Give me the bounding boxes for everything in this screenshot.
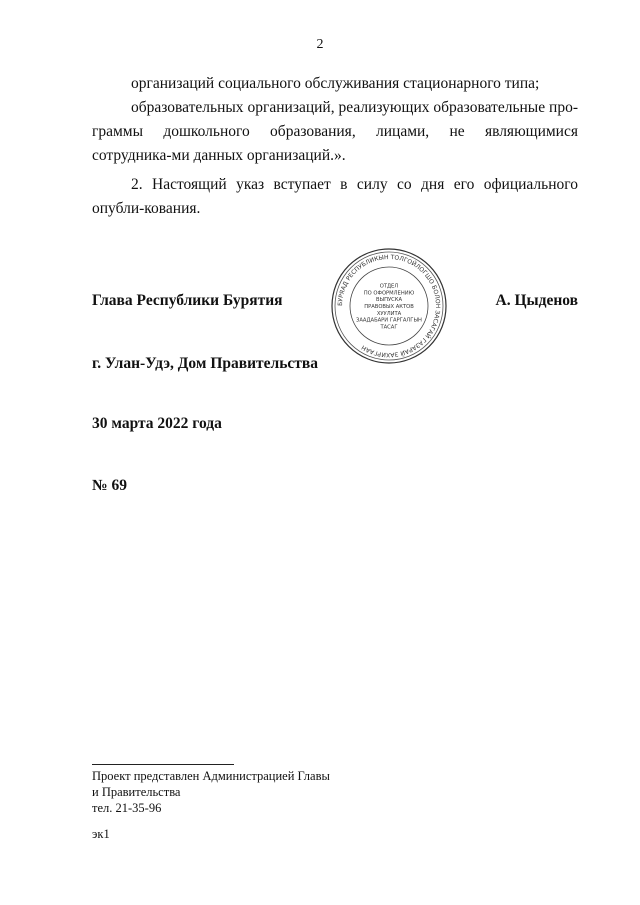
body-paragraph-3: 2. Настоящий указ вступает в силу со дня его официального опубли-кования. [92,176,578,217]
body-paragraph-2: образовательных организаций, реализующих образовательные про-граммы дошкольного образования, лицами, не являющимися сотрудника-ми данных организаций.». [92,99,578,164]
seal-ring-text: БУРЯАД РЕСПУБЛИКЫН ТОЛГОЙЛОГШО БОЛОН ЗАСАГАЙ ГАЗАРАЙ ЗАХИРГААН [336,253,442,359]
signatory-position: Глава Республики Бурятия [92,292,283,309]
footer-line-1: Проект представлен Администрацией Главы [92,769,330,783]
footer-phone: тел. 21-35-96 [92,801,162,815]
seal-center-line: ЗААДАБАРИ ГАРГАЛГЫН [356,317,422,324]
footer-divider [92,764,234,765]
seal-center-line: ОТДЕЛ [379,283,399,290]
seal-center-line: ТАСАГ [380,324,398,331]
decree-number: № 69 [92,477,127,494]
official-seal [330,247,448,365]
seal-center-line: ПРАВОВЫХ АКТОВ [364,304,414,310]
page-number: 2 [316,37,324,52]
body-paragraph-1: организаций социального обслуживания стационарного типа; [131,75,540,92]
seal-center-line: ПО ОФОРМЛЕНИЮ [363,290,415,297]
seal-center-line: ВЫПУСКА [375,297,403,304]
footer-line-2: и Правительства [92,785,181,799]
signatory-name: А. Цыденов [495,292,578,309]
signing-place: г. Улан-Удэ, Дом Правительства [92,355,319,372]
signing-date: 30 марта 2022 года [92,415,222,432]
footer-code: эк1 [92,827,110,841]
seal-center-line: ХУУЛИТА [376,310,402,317]
